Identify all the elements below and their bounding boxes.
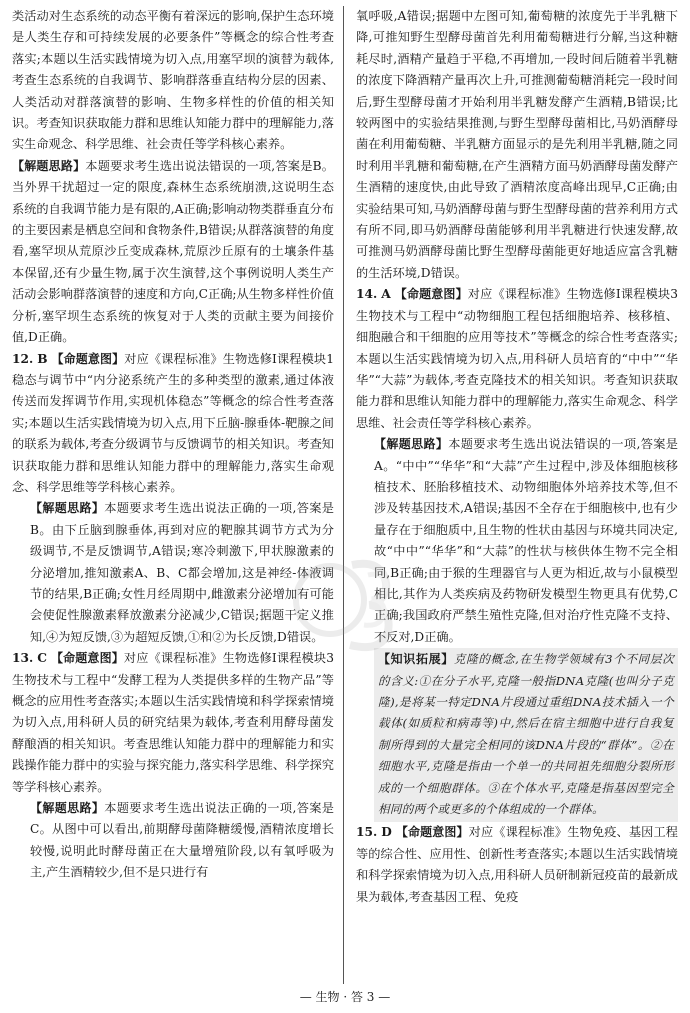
intent-tag: 【 命题意图 】 (51, 651, 124, 665)
page-footer: — 生物 · 答 3 — (299, 990, 391, 1004)
extension-tag: 【 知识拓展 】 (378, 652, 454, 666)
q13-intent-text: 对应《课程标准》生物选修Ⅰ课程模块3生物技术与工程中“发酵工程为人类提供多样的生物产品”等概念的应用性考查落实;本题以生活实践情境和科学探索情境为切入点,用科研人员的研究结果为载体,考查利用酵母菌发酵酿酒的相关知识。考查思维认知能力群中的理解能力和实践操作能力群中的实验与探究能力,落实科学思维、科学探究等学科核心素养。 (12, 651, 334, 794)
q12-solution (12, 498, 334, 648)
q15-intent (356, 822, 678, 908)
question-number: 13. (12, 651, 34, 666)
q14-intent (356, 284, 678, 434)
q14-intent-text: 对应《课程标准》生物选修Ⅰ课程模块3生物技术与工程中“动物细胞工程包括细胞培养、核移植、细胞融合和干细胞的应用等技术”等概念的综合性考查落实;本题以生活实践情境为切入点,用科研人员培育的“中中”“华华”“大蒜”为载体,考查克隆技术的相关知识。考查知识获取能力群和思维认知能力群中的理解能力,落实生命观念、科学思维、社会责任等学科核心素养。 (356, 287, 679, 430)
q12-intent-text: 对应《课程标准》生物选修Ⅰ课程模块1稳态与调节中“内分泌系统产生的多种类型的激素,通过体液传送而发挥调节作用,实现机体稳态”等概念的综合性考查落实;本题以生活实践情境为切入点,用下丘脑-腺垂体-靶腺之间的联系为载体,考查分级调节与反馈调节的相关知识。考查知识获取能力群和思维认知能力群中的理解能力,落实生命观念、科学思维等学科核心素养。 (12, 351, 334, 494)
left-column (12, 6, 334, 884)
q11-solution (12, 156, 334, 349)
q11-solution-text: 本题要求考生选出说法错误的一项,答案是B。当外界干扰超过一定的限度,森林生态系统崩溃,这说明生态系统的自我调节能力是有限的,A正确;影响动物类群垂直分布的主要因素是栖息空间和食物条件,B错误;从群落演替的角度看,塞罕坝从荒原沙丘变成森林,荒原沙丘原有的土壤条件基本保留,还有少量生物,属于次生演替,这个事例说明人类生产活动会影响群落演替的速度和方向,C正确;从生物多样性价值分析,塞罕坝生态系统的恢复对于人类的贡献主要为间接价值,D正确。 (12, 158, 334, 345)
watermark-logo-icon (290, 545, 410, 655)
question-number: 12. (12, 351, 34, 366)
right-column (356, 6, 678, 908)
question-number: 15. (356, 825, 378, 840)
answer-letter: B (37, 351, 48, 366)
intent-tag: 【 命题意图 】 (396, 825, 469, 839)
question-number: 14. (356, 287, 378, 302)
q14-solution-text: 本题要求考生选出说法错误的一项,答案是A。“中中”“华华”和“大蒜”产生过程中,涉及体细胞核移植技术、胚胎移植技术、动物细胞体外培养技术等,但不涉及转基因技术,A错误;基因不全存在于细胞核中,也有少量存在于细胞质中,且生物的性状由基因与环境共同决定,故“中中”“华华”和“大蒜”的性状与核供体生物不完全相同,B正确;由于猴的生理器官与人更为相近,故与小鼠模型相比,其作为人类疾病及药物研发模型生物更具有优势,C正确;我国政府严禁生殖性克隆,但对治疗性克隆不支持、不反对,D正确。 (374, 437, 678, 644)
solution-tag: 【 解题思路 】 (30, 801, 104, 815)
solution-tag: 【 解题思路 】 (30, 501, 104, 515)
q14-extension-text: 克隆的概念,在生物学领域有3个不同层次的含义:①在分子水平,克隆一般指DNA克隆(也叫分子克隆),是将某一特定DNA片段通过重组DNA技术插入一个载体(如质粒和病毒等)中,然后在宿主细胞中进行自我复制所得到的大量完全相同的该DNA片段的“群体”。②在细胞水平,克隆是指由一个单一的共同祖先细胞分裂所形成的一个细胞群体。③在个体水平,克隆是指基因型完全相同的两个或更多的个体组成的一个群体。 (378, 652, 674, 817)
knowledge-extension-box (374, 648, 678, 822)
q13-solution-continued: 氧呼吸,A错误;据题中左图可知,葡萄糖的浓度先于半乳糖下降,可推知野生型酵母菌首先利用葡萄糖进行分解,当这种糖耗尽时,酒精产量趋于平稳,不再增加,一段时间后随着半乳糖的浓度下降酒精产量再次上升,可推测葡萄糖消耗完一段时间后,野生型酵母菌才开始利用半乳糖发酵产生酒精,B错误;比较两图中的实验结果推测,与野生型酵母菌相比,马奶酒酵母菌在利用葡萄糖、半乳糖方面显示的是先利用半乳糖,随之同时利用半乳糖和葡萄糖,在产生酒精方面马奶酒酵母菌发酵产生酒精的速度快,由此导致了酒精浓度高峰出现早,C正确;由实验结果可知,马奶酒酵母菌与野生型酵母菌的营养利用方式有所不同,即马奶酒酵母菌能够利用半乳糖进行快速发酵,故可推测马奶酒酵母菌比野生型酵母菌能更好地适应富含乳糖的生活环境,D错误。 (356, 9, 678, 280)
q13-solution (12, 798, 334, 884)
q12-solution-text: 本题要求考生选出说法正确的一项,答案是B。由下丘脑到腺垂体,再到对应的靶腺其调节方式为分级调节,不是反馈调节,A错误;寒冷刺激下,甲状腺激素的分泌增加,推知激素A、B、C都会增加,这是神经-体液调节的结果,B正确;女性月经周期中,雌激素分泌增加有可能会使促性腺激素释放激素分泌减少,C错误;据题干定义推知,④为短反馈,③为超短反馈,①和②为长反馈,D错误。 (30, 501, 334, 644)
intent-tag: 【 命题意图 】 (395, 287, 468, 301)
q13-intent (12, 648, 334, 798)
answer-letter: A (381, 287, 391, 302)
q14-extension-wrapper (356, 648, 678, 822)
column-divider (343, 6, 344, 984)
solution-tag: 【 解题思路 】 (12, 159, 85, 173)
q12-intent (12, 349, 334, 499)
solution-tag: 【 解题思路 】 (374, 437, 448, 451)
q11-intent-continued: 类活动对生态系统的动态平衡有着深远的影响,保护生态环境是人类生存和可持续发展的必要条件”等概念的综合性考查落实;本题以生活实践情境为切入点,用塞罕坝的演替为载体,考查生态系统的自我调节、影响群落垂直结构分层的因素、人类活动对群落演替的影响、生物多样性的价值的相关知识。考查知识获取能力群和思维认知能力群中的理解能力,落实生命观念、科学思维、社会责任等学科核心素养。 (12, 9, 334, 152)
q15-intent-text: 对应《课程标准》生物免疫、基因工程等的综合性、应用性、创新性考查落实;本题以生活实践情境和科学探索情境为切入点,用科研人员研制新冠疫苗的最新成果为载体,考查基因工程、免疫 (356, 825, 678, 904)
answer-letter: D (381, 825, 392, 840)
intent-tag: 【 命题意图 】 (52, 352, 125, 366)
answer-letter: C (37, 651, 47, 666)
q13-solution-text: 本题要求考生选出说法正确的一项,答案是C。从图中可以看出,前期酵母菌降糖缓慢,酒精浓度增长较慢,说明此时酵母菌正在大量增殖阶段,以有氧呼吸为主,产生酒精较少,但不是只进行有 (30, 801, 334, 880)
